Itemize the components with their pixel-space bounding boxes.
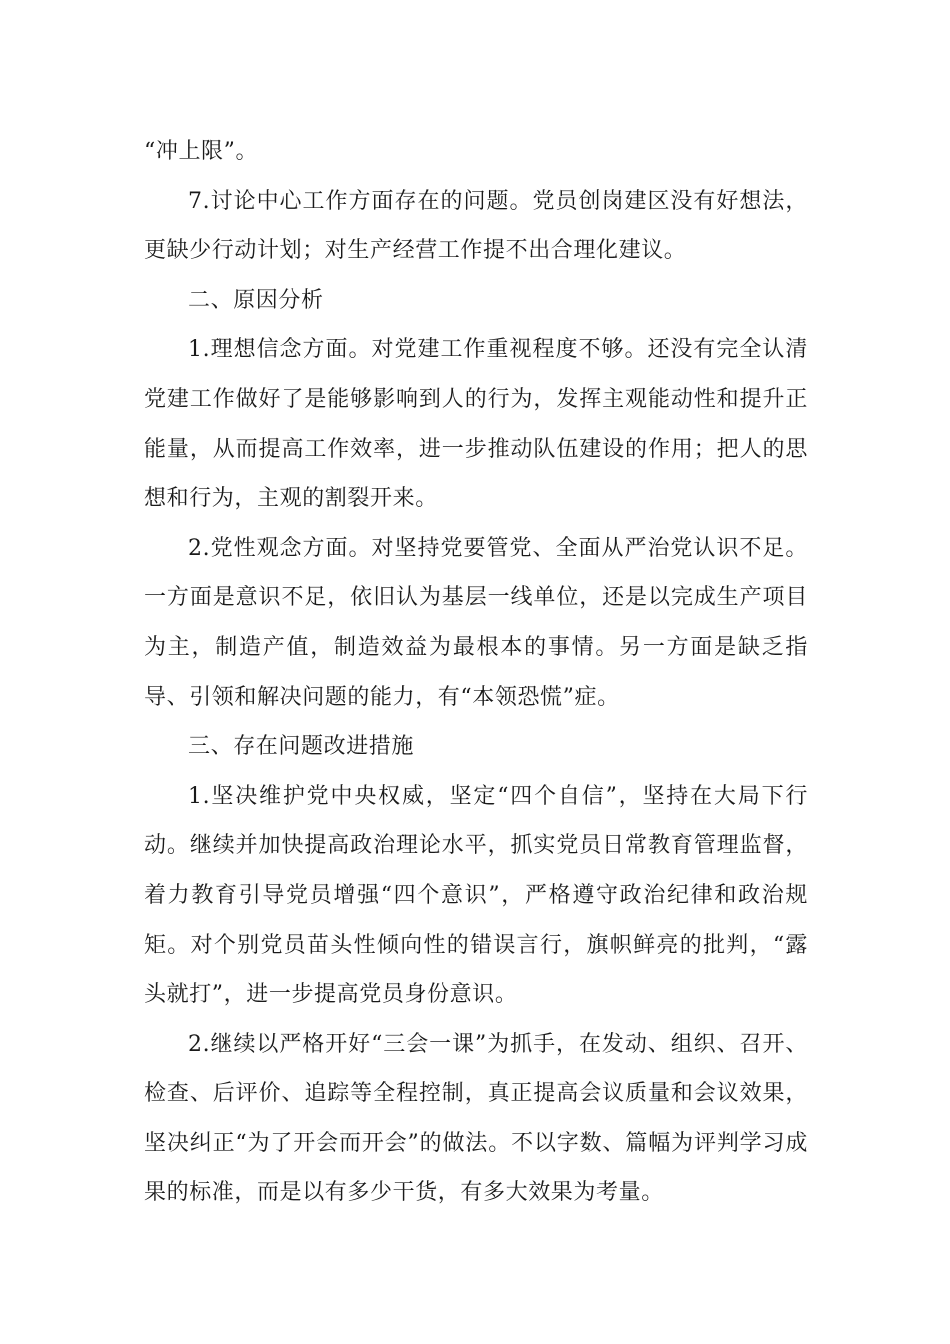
paragraph-uphold-authority: 1.坚决维护党中央权威，坚定“四个自信”，坚持在大局下行动。继续并加快提高政治理论水平，抓实党员日常教育管理监督，着力教育引导党员增强“四个意识”，严格遵守政治纪律和政治规矩。对个别党员苗头性倾向性的错误言行，旗帜鲜亮的批判，“露头就打”，进一步提高党员身份意识。 bbox=[144, 783, 808, 1008]
section-heading-improvement-measures: 三、存在问题改进措施 bbox=[188, 734, 415, 760]
paragraph-ideals-beliefs: 1.理想信念方面。对党建工作重视程度不够。还没有完全认清党建工作做好了是能够影响到人的行为，发挥主观能动性和提升正能量，从而提高工作效率，进一步推动队伍建设的作用；把人的思想和行为，主观的割裂开来。 bbox=[144, 337, 808, 512]
paragraph-item-7: 7.讨论中心工作方面存在的问题。党员创岗建区没有好想法，更缺少行动计划；对生产经营工作提不出合理化建议。 bbox=[144, 188, 808, 264]
paragraph-continuation: “冲上限”。 bbox=[144, 139, 259, 164]
paragraph-three-meetings: 2.继续以严格开好“三会一课”为抓手，在发动、组织、召开、检查、后评价、追踪等全程控制，真正提高会议质量和会议效果，坚决纠正“为了开会而开会”的做法。不以字数、篇幅为评判学习成果的标准，而是以有多少干货，有多大效果为考量。 bbox=[144, 1031, 808, 1206]
section-heading-cause-analysis: 二、原因分析 bbox=[188, 287, 324, 313]
paragraph-party-spirit: 2.党性观念方面。对坚持党要管党、全面从严治党认识不足。一方面是意识不足，依旧认为基层一线单位，还是以完成生产项目为主，制造产值，制造效益为最根本的事情。另一方面是缺乏指导、引领和解决问题的能力，有“本领恐慌”症。 bbox=[144, 535, 808, 710]
document-body bbox=[144, 127, 808, 1218]
